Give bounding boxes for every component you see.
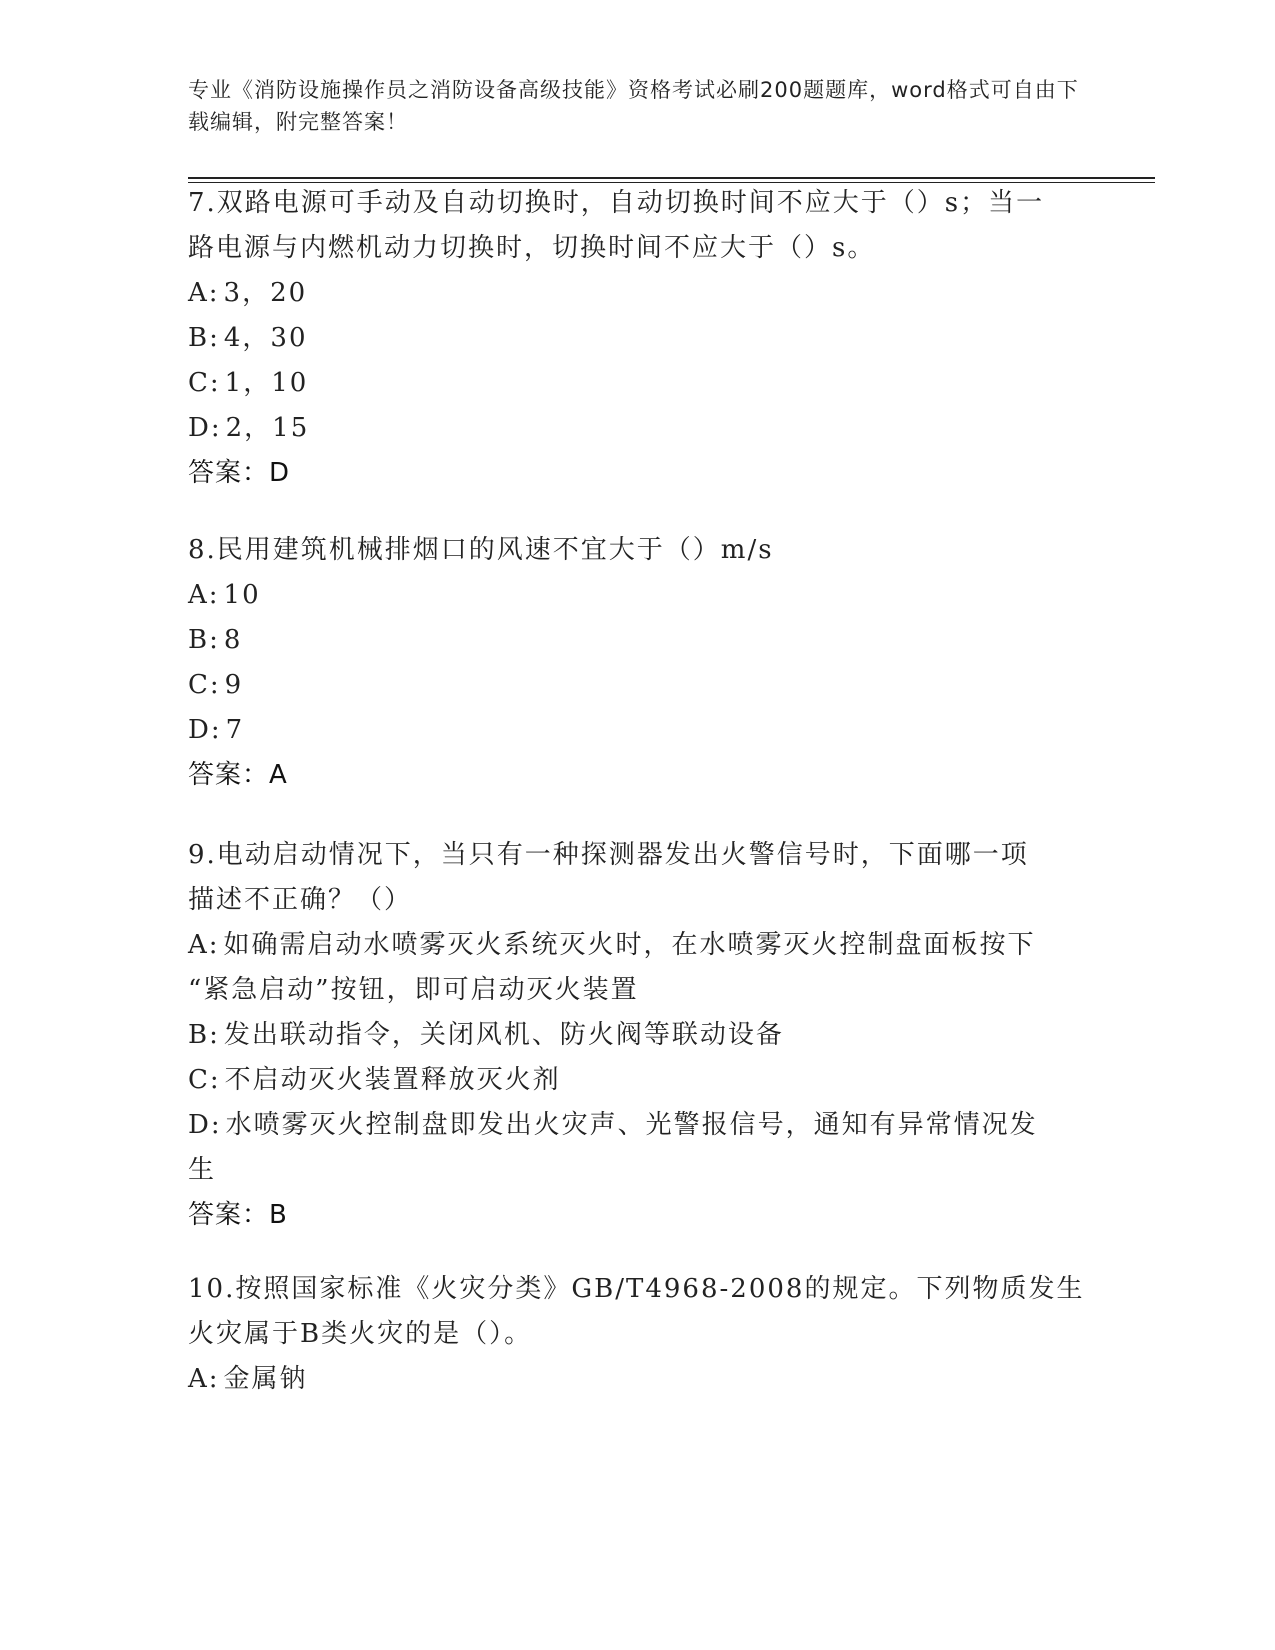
- question-9: [188, 833, 1088, 1238]
- option-c: [188, 361, 1088, 406]
- question-10: [188, 1267, 1088, 1402]
- question-8: [188, 528, 1088, 798]
- option-a: [188, 271, 1088, 316]
- option-key: D:: [188, 715, 222, 745]
- question-stem-line: 7.双路电源可手动及自动切换时，自动切换时间不应大于（）s；当一: [188, 188, 1045, 218]
- question-stem-line: 路电源与内燃机动力切换时，切换时间不应大于（）s。: [188, 233, 876, 263]
- option-key: C:: [188, 1065, 221, 1095]
- option-text: 7: [225, 715, 245, 745]
- option-text: 4，30: [223, 323, 308, 353]
- answer-label: 答案：D: [188, 458, 291, 488]
- option-key: A:: [188, 930, 220, 960]
- option-key: B:: [188, 625, 220, 655]
- option-key: C:: [188, 368, 221, 398]
- question-stem-line: 10.按照国家标准《火灾分类》GB/T4968-2008的规定。下列物质发生: [188, 1274, 1085, 1304]
- question-stem-line: 9.电动启动情况下，当只有一种探测器发出火警信号时，下面哪一项: [188, 840, 1029, 870]
- option-a: [188, 1357, 1088, 1402]
- option-d-continued: 生: [188, 1155, 217, 1185]
- answer-label: 答案：A: [188, 760, 288, 790]
- option-d: [188, 406, 1088, 451]
- option-a: [188, 923, 1088, 968]
- option-d: [188, 1103, 1088, 1148]
- option-key: C:: [188, 670, 221, 700]
- option-key: D:: [188, 413, 222, 443]
- option-key: A:: [188, 580, 220, 610]
- option-c: [188, 1058, 1088, 1103]
- option-b: [188, 316, 1088, 361]
- option-key: A:: [188, 1364, 220, 1394]
- option-key: D:: [188, 1110, 222, 1140]
- option-a-continued: “紧急启动”按钮，即可启动灭火装置: [188, 975, 639, 1005]
- answer-label: 答案：B: [188, 1200, 288, 1230]
- option-key: B:: [188, 1020, 220, 1050]
- header-divider: [188, 177, 1155, 179]
- option-c: [188, 663, 1088, 708]
- option-text: 3，20: [223, 278, 308, 308]
- option-key: B:: [188, 323, 220, 353]
- option-text: 10: [223, 580, 261, 610]
- document-header: 专业《消防设施操作员之消防设备高级技能》资格考试必刷200题题库，word格式可自由下载编辑，附完整答案！: [188, 78, 1079, 134]
- option-text: 9: [224, 670, 244, 700]
- option-text: 2，15: [225, 413, 310, 443]
- option-a: [188, 573, 1088, 618]
- question-stem-line: 火灾属于B类火灾的是（）。: [188, 1319, 533, 1349]
- option-text: 1，10: [224, 368, 309, 398]
- option-text: 8: [223, 625, 243, 655]
- question-7: [188, 181, 1088, 496]
- option-text: 如确需启动水喷雾灭火系统灭火时，在水喷雾灭火控制盘面板按下: [223, 930, 1036, 960]
- question-stem-line: 8.民用建筑机械排烟口的风速不宜大于（）m/s: [188, 535, 774, 565]
- option-text: 发出联动指令，关闭风机、防火阀等联动设备: [223, 1020, 784, 1050]
- option-b: [188, 618, 1088, 663]
- option-b: [188, 1013, 1088, 1058]
- option-text: 不启动灭火装置释放灭火剂: [224, 1065, 561, 1095]
- option-d: [188, 708, 1088, 753]
- option-text: 金属钠: [223, 1364, 308, 1394]
- question-stem-line: 描述不正确？（）: [188, 885, 413, 915]
- option-text: 水喷雾灭火控制盘即发出火灾声、光警报信号，通知有异常情况发: [225, 1110, 1038, 1140]
- option-key: A:: [188, 278, 220, 308]
